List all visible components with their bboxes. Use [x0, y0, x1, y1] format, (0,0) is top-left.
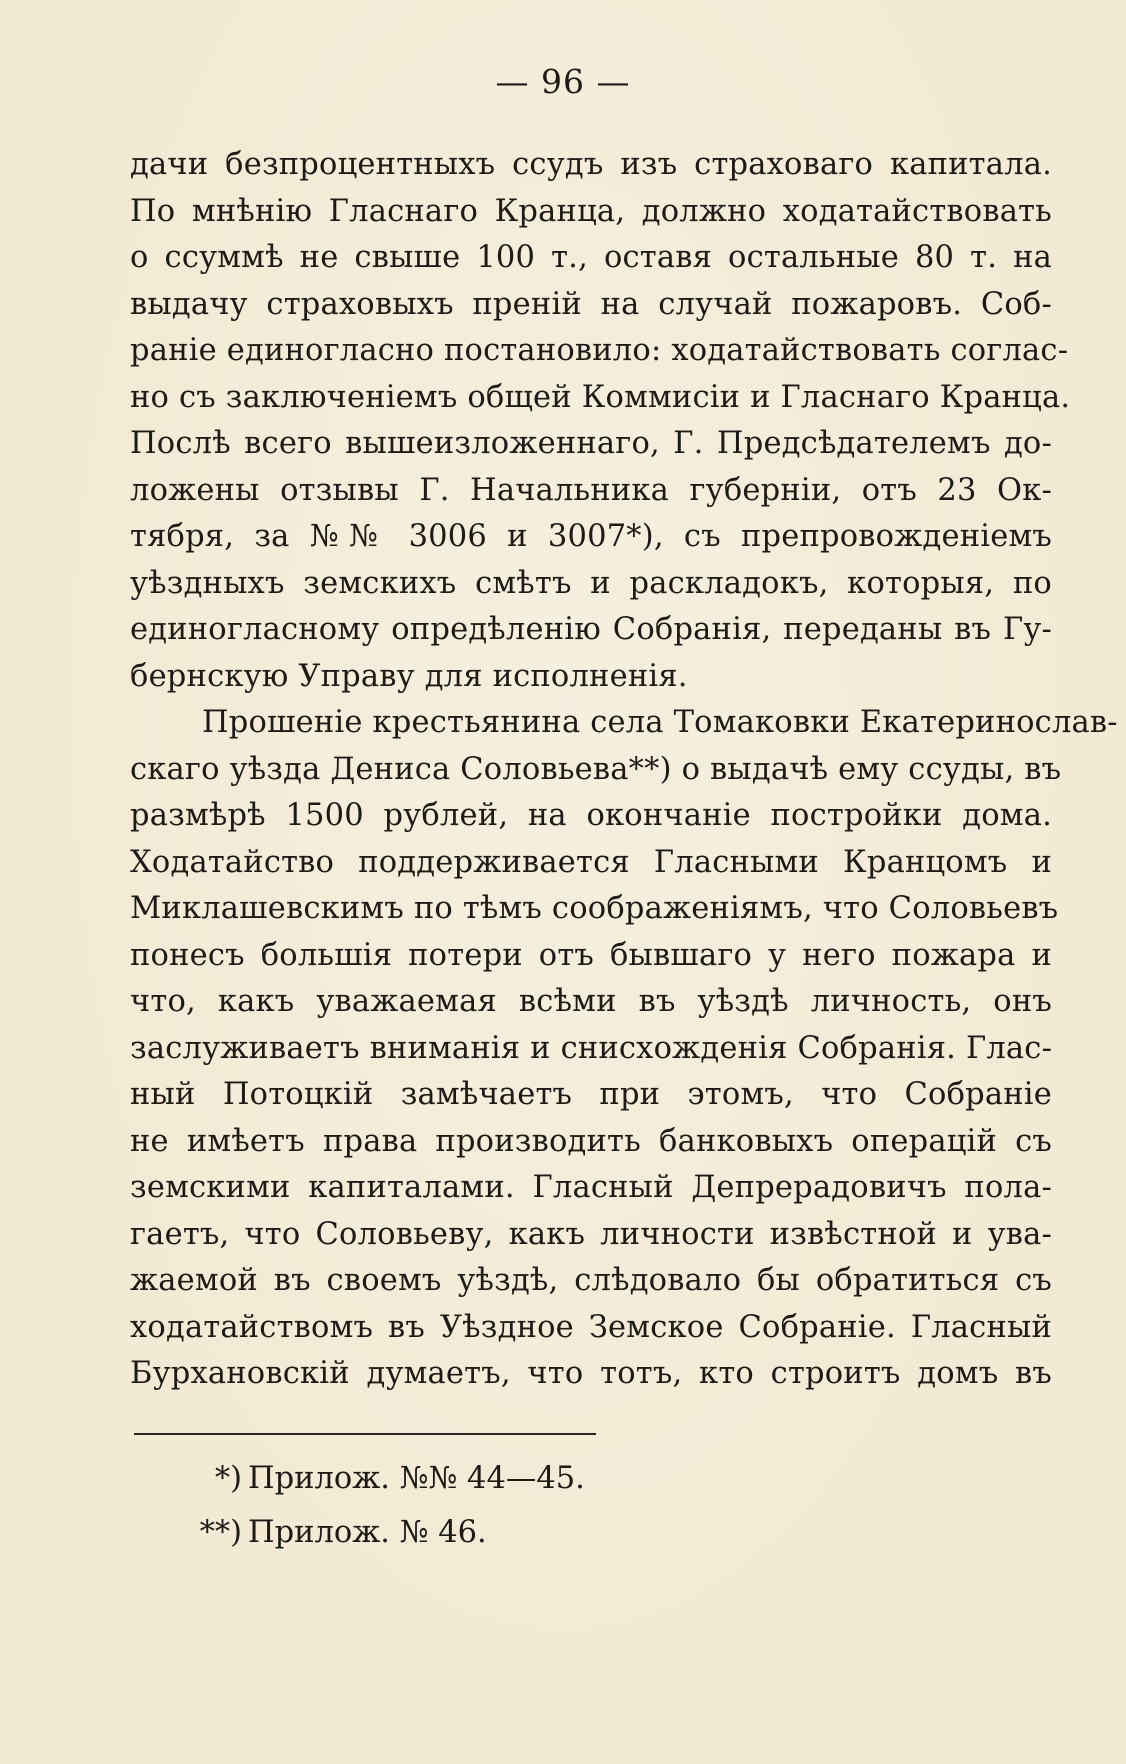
- text-line: Миклашевскимъ по тѣмъ соображеніямъ, что Соловьевъ: [130, 891, 1059, 926]
- text-line: о ссуммѣ не свыше 100 т., оставя остальные 80 т. на: [130, 240, 1052, 275]
- footnote-mark: **): [199, 1515, 242, 1550]
- text-line: Послѣ всего вышеизложеннаго, Г. Предсѣдателемъ до-: [130, 426, 1052, 461]
- text-line: ложены отзывы Г. Начальника губерніи, отъ 23 Ок-: [130, 472, 1052, 508]
- text-line: тября, за №№ 3006 и 3007*), съ препровожденіемъ: [130, 519, 1052, 554]
- paragraph-start-line: Прошеніе крестьянина села Томаковки Екатеринослав-: [202, 705, 1118, 740]
- footnote-divider: [134, 1433, 596, 1435]
- text-line: Ходатайство поддерживается Гласными Кранцомъ и: [130, 844, 1052, 880]
- text-line: единогласному опредѣленію Собранія, переданы въ Гу-: [130, 612, 1052, 647]
- footnote-text: Прилож. № 46.: [248, 1515, 487, 1550]
- text-line: размѣрѣ 1500 рублей, на окончаніе постройки дома.: [130, 798, 1052, 833]
- footnote: [150, 1506, 585, 1560]
- text-line: но съ заключеніемъ общей Коммисіи и Гласнаго Кранца.: [130, 379, 1071, 415]
- text-line: дачи безпроцентныхъ ссудъ изъ страховаго капитала.: [130, 147, 1052, 182]
- text-line: жаемой въ своемъ уѣздѣ, слѣдовало бы обратиться съ: [130, 1263, 1052, 1298]
- text-line: скаго уѣзда Дениса Соловьева**) о выдачѣ ему ссуды, въ: [130, 751, 1062, 787]
- text-line: ходатайствомъ въ Уѣздное Земское Собраніе. Гласный: [130, 1309, 1052, 1345]
- text-line: что, какъ уважаемая всѣми въ уѣздѣ личность, онъ: [130, 984, 1052, 1019]
- text-line: Бурхановскій думаетъ, что тотъ, кто строитъ домъ въ: [130, 1356, 1052, 1391]
- text-line: земскими капиталами. Гласный Депрерадовичъ пола-: [130, 1170, 1052, 1205]
- text-line: заслуживаетъ вниманія и снисхожденія Собранія. Глас-: [130, 1030, 1053, 1066]
- text-line: раніе единогласно постановило: ходатайствовать соглас-: [130, 333, 1069, 368]
- footnote-text: Прилож. №№ 44—45.: [248, 1461, 585, 1496]
- text-line: гаетъ, что Соловьеву, какъ личности извѣстной и ува-: [130, 1216, 1052, 1252]
- body-text: [130, 142, 1118, 1398]
- text-line: понесъ большія потери отъ бывшаго у него пожара и: [130, 937, 1052, 973]
- footnote: [150, 1452, 585, 1506]
- text-line: уѣздныхъ земскихъ смѣтъ и раскладокъ, которыя, по: [130, 565, 1052, 601]
- text-line: выдачу страховыхъ преній на случай пожаровъ. Соб-: [130, 286, 1052, 322]
- footnotes: [150, 1452, 585, 1560]
- page-number: — 96 —: [495, 62, 631, 101]
- text-line: бернскую Управу для исполненія.: [130, 658, 688, 694]
- footnote-mark: *): [214, 1461, 242, 1496]
- text-line: По мнѣнію Гласнаго Кранца, должно ходатайствовать: [130, 193, 1052, 229]
- text-line: не имѣетъ права производить банковыхъ операцій съ: [130, 1123, 1052, 1159]
- text-line: ный Потоцкій замѣчаетъ при этомъ, что Собраніе: [130, 1077, 1052, 1112]
